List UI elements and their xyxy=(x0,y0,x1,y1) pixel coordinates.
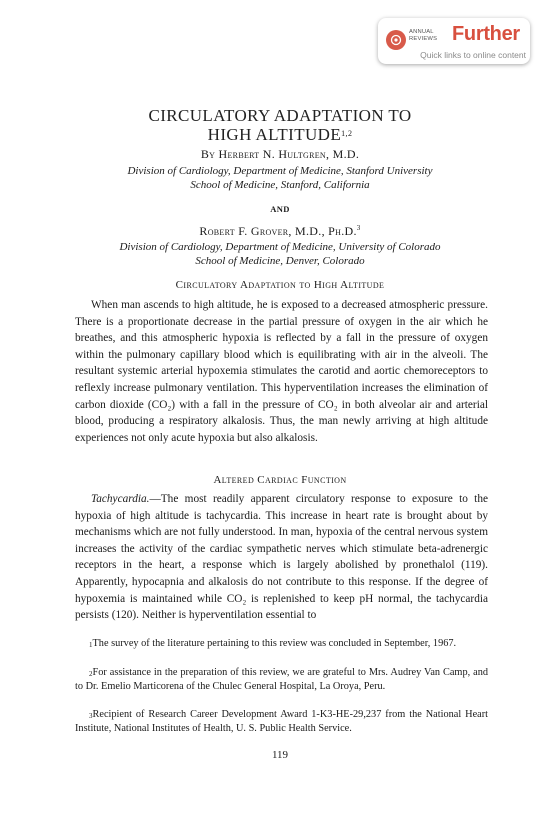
badge-title: Further xyxy=(452,23,520,45)
and-separator: AND xyxy=(270,204,290,214)
badge-brand: ANNUAL REVIEWS xyxy=(409,29,438,42)
paragraph-lead: Tachycardia. xyxy=(91,493,150,505)
paragraph-2: Tachycardia.—The most readily apparent circulatory response to exposure to the hypoxia of high altitude is tachycardia. This increase in heart rate is brought about by mechanisms which are not fully understood. In man, hypoxia of the central nervous system increases the activity of the cardiac sympathetic nerves which stimulate beta-adrenergic receptors in the heart, a response which is largely abolished by pronethalol (119). Apparently, hypocapnia and alkalosis do not contribute to this response. If the degree of hypoxemia is maintained while CO₂ is replenished to keep pH normal, the tachycardia persists (120). Neither is hyperventilation essential to xyxy=(75,493,488,622)
author-2: Robert F. Grover, M.D., Ph.D.$^3$ xyxy=(199,224,361,238)
footnote-3: $^3$Recipient of Research Career Development Award 1-K3-HE-29,237 from the National Heart Institute, National Institutes of Health, U. S. Public Health Service. xyxy=(75,709,488,735)
footnote-2: $^2$For assistance in the preparation of this review, we are grateful to Mrs. Audrey Van Camp, and to Dr. Emelio Marticorena of the Chulec General Hospital, La Oroya, Peru. xyxy=(75,667,488,693)
author-1-affiliation: Division of Cardiology, Department of Medicine, Stanford University School of Medicine, Stanford, California xyxy=(127,165,433,191)
footnote-1: $^1$The survey of the literature pertaining to this review was concluded in September, 1967. xyxy=(89,638,457,649)
section-heading-1: Circulatory Adaptation to High Altitude xyxy=(175,279,385,291)
paragraph-1: When man ascends to high altitude, he is exposed to a decreased atmospheric pressure. There is a proportionate decrease in the partial pressure of oxygen in the air which he breathes, and this atmospheric hypoxia is reflected by a fall in the pressure of oxygen within the pulmonary capillary blood which is equilibrating with air in the alveoli. The resultant systemic arterial hypoxemia stimulates the carotid and aortic chemoreceptors to reflexly increase pulmonary ventilation. This hyperventilation increases the elimination of carbon dioxide (CO₂) with a fall in the pressure of CO₂ in both alveolar air and arterial blood, producing a respiratory alkalosis. Thus, the man newly arriving at high altitude experiences not only acute hypoxia but also alkalosis. xyxy=(75,299,488,444)
article-title: CIRCULATORY ADAPTATION TO HIGH ALTITUDE$^{1,2}$ xyxy=(148,106,412,144)
page-number: 119 xyxy=(271,749,289,761)
author-1: By Herbert N. Hultgren, M.D. xyxy=(200,147,360,161)
section-heading-2: Altered Cardiac Function xyxy=(213,474,347,486)
author-2-affiliation: Division of Cardiology, Department of Medicine, University of Colorado School of Medicine, Denver, Colorado xyxy=(119,241,441,267)
badge-subtitle: Quick links to online content xyxy=(420,50,526,60)
